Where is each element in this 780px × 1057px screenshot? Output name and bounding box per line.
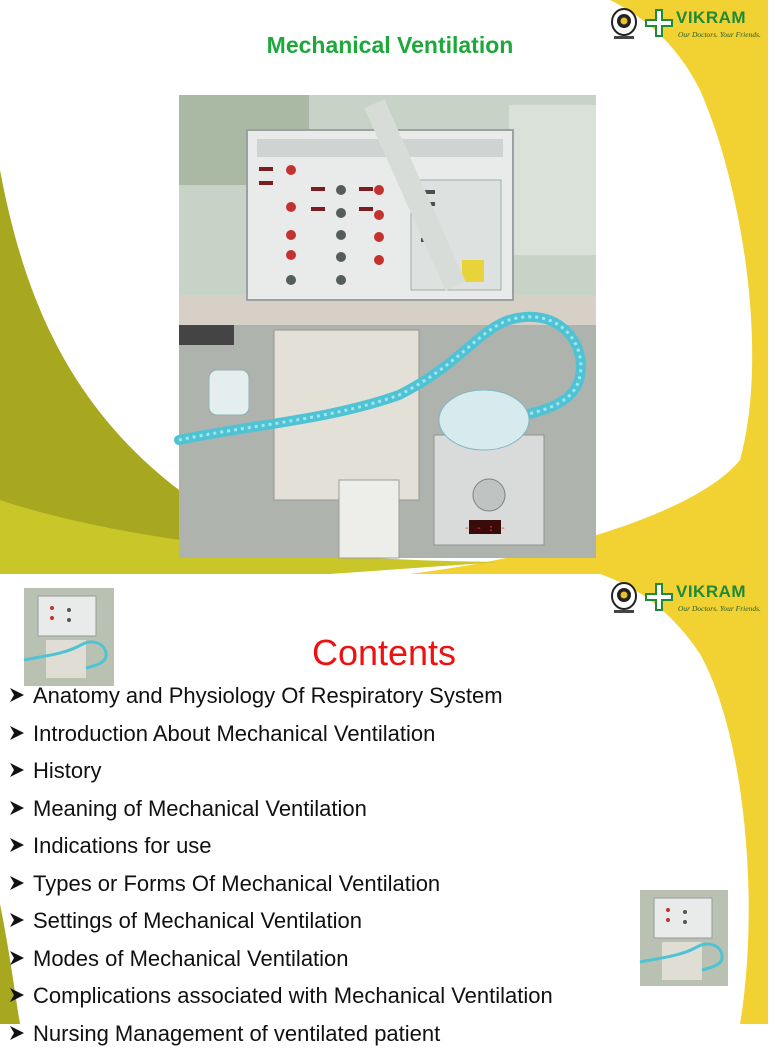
medical-cross-icon <box>644 582 674 612</box>
list-item <box>8 682 553 720</box>
list-item-label: Anatomy and Physiology Of Respiratory System <box>33 683 503 708</box>
list-item-label: Nursing Management of ventilated patient <box>33 1021 440 1046</box>
slide-title: Contents <box>0 632 768 674</box>
arrowhead-bullet-icon <box>8 724 26 742</box>
arrowhead-bullet-icon <box>8 1024 26 1042</box>
slide-2 <box>0 574 768 1024</box>
arrowhead-bullet-icon <box>8 986 26 1004</box>
list-item <box>8 982 553 1020</box>
list-item-label: Modes of Mechanical Ventilation <box>33 946 349 971</box>
brand-tagline: Our Doctors. Your Friends. <box>678 30 761 39</box>
slide-title: Mechanical Ventilation <box>0 32 780 59</box>
arrowhead-bullet-icon <box>8 761 26 779</box>
device-display: - - : - <box>464 523 506 534</box>
list-item <box>8 757 553 795</box>
list-item <box>8 907 553 945</box>
brand-tagline: Our Doctors. Your Friends. <box>678 604 761 613</box>
list-item <box>8 720 553 758</box>
list-item <box>8 1020 553 1057</box>
list-item-label: History <box>33 758 101 783</box>
arrowhead-bullet-icon <box>8 836 26 854</box>
list-item <box>8 832 553 870</box>
list-item <box>8 795 553 833</box>
list-item <box>8 870 553 908</box>
vikram-logo <box>610 580 760 618</box>
arrowhead-bullet-icon <box>8 799 26 817</box>
hospital-emblem-icon <box>610 582 638 614</box>
list-item-label: Meaning of Mechanical Ventilation <box>33 796 367 821</box>
ventilator-photo <box>179 95 596 558</box>
list-item-label: Complications associated with Mechanical Ventilation <box>33 983 553 1008</box>
list-item-label: Settings of Mechanical Ventilation <box>33 908 362 933</box>
list-item-label: Indications for use <box>33 833 212 858</box>
list-item <box>8 945 553 983</box>
arrowhead-bullet-icon <box>8 686 26 704</box>
contents-list <box>8 682 553 1057</box>
ventilator-thumbnail <box>640 890 728 986</box>
arrowhead-bullet-icon <box>8 949 26 967</box>
list-item-label: Types or Forms Of Mechanical Ventilation <box>33 871 440 896</box>
brand-name: VIKRAM <box>676 582 746 602</box>
arrowhead-bullet-icon <box>8 911 26 929</box>
arrowhead-bullet-icon <box>8 874 26 892</box>
list-item-label: Introduction About Mechanical Ventilation <box>33 721 435 746</box>
brand-name: VIKRAM <box>676 8 746 28</box>
